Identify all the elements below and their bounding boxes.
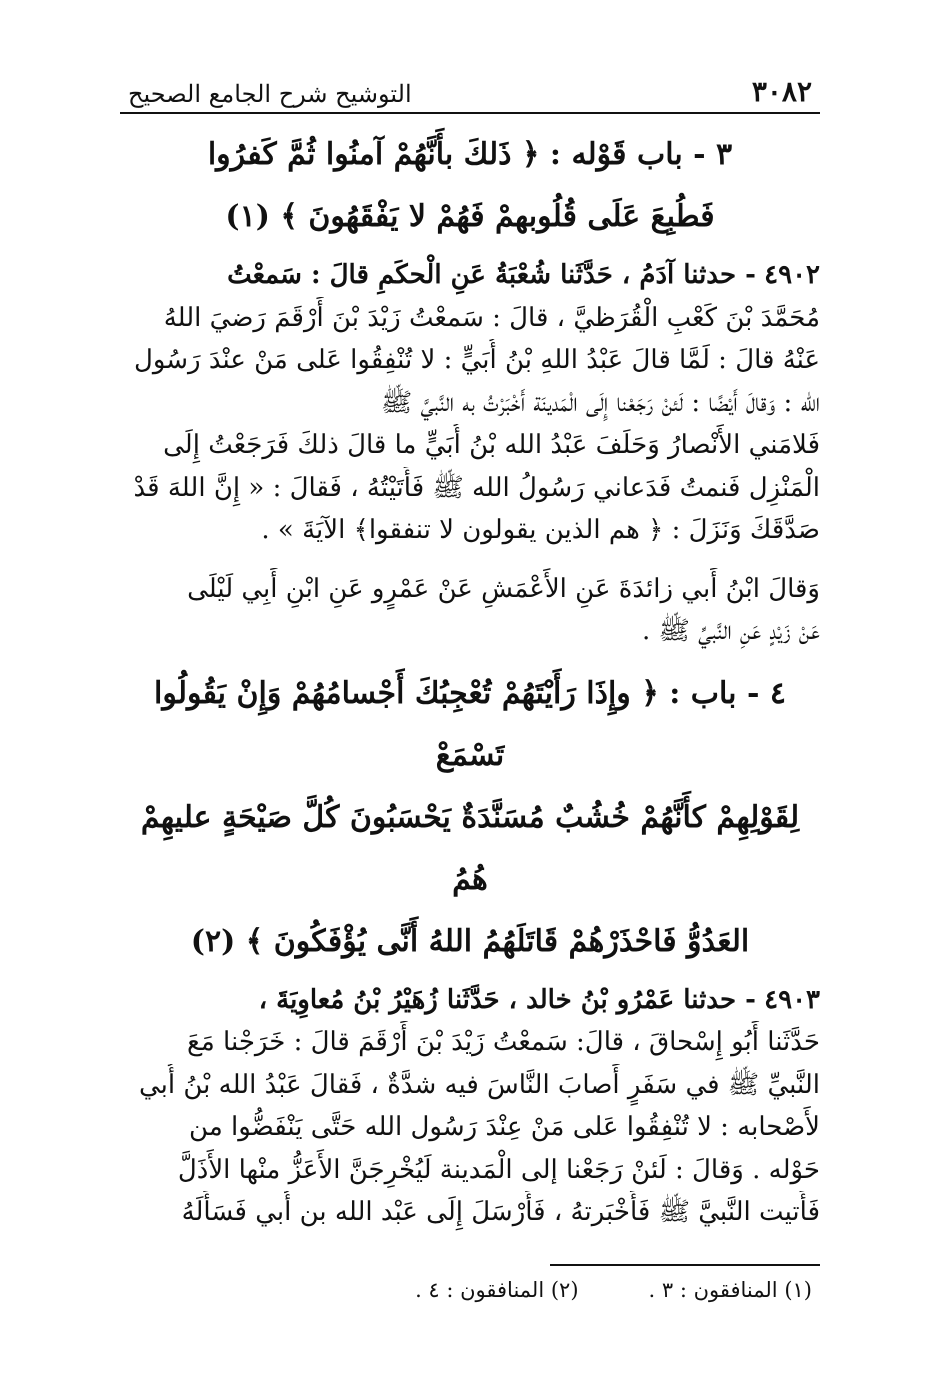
- text-line: الْمَنْزِل فَنمتُ فَدَعاني رَسُولُ الله ﷺ فَأَتَيْتُهُ ، فَقالَ : « إِنَّ اللهَ قَدْ: [133, 472, 820, 503]
- page-number: ٣٠٨٢: [751, 75, 812, 108]
- footnote-divider: [550, 1264, 820, 1266]
- text-line: ٤٩٠٢ - حدثنا آدَمُ ، حَدَّثَنا شُعْبَةُ عَنِ الْحكَمِ قالَ : سَمعْتُ: [227, 260, 820, 290]
- footnotes: [120, 1278, 820, 1302]
- text-line: فَلامَني الأَنْصارُ وَحَلَفَ عَبْدُ الله بْنُ أُبَيٍّ ما قالَ ذلكَ فَرَجَعْتُ إِلَى: [163, 430, 820, 460]
- chapter-heading-4: [120, 663, 820, 973]
- text-line: صَدَّقَكَ وَنَزَلَ : ﴿ هم الذين يقولون لا تنفقوا﴾ الآيَةَ » .: [261, 515, 820, 545]
- text-line: حَدَّثَنا أَبُو إِسْحاقَ ، قالَ: سَمعْتُ زَيْدَ بْنَ أَرْقَمَ قالَ : خَرَجْنا مَعَ: [187, 1027, 820, 1057]
- hadith-number: ٤٩٠٣: [764, 984, 820, 1015]
- book-title: التوشيح شرح الجامع الصحيح: [128, 80, 412, 108]
- text-line: مُحَمَّدَ بْنَ كَعْبِ الْقُرَظيَّ ، قالَ : سَمعْتُ زَيْدَ بْنَ أَرْقَمَ رَضيَ اللهُ: [163, 302, 820, 333]
- text-line: فَأَتيت النَّبيَّ ﷺ فَأَخْبَرتهُ ، فَأَرْسَلَ إِلَى عَبْد الله بن أُبي فَسَأَلَهُ: [181, 1197, 820, 1227]
- heading-line: فَطُبِعَ عَلَى قُلُوبهمْ فَهُمْ لا يَفْقَهُونَ ﴾ (١): [225, 199, 715, 234]
- text-line: النَّبيِّ ﷺ في سَفَرٍ أَصابَ النَّاسَ فيه شدَّةٌ ، فَقالَ عَبْدُ الله بْنُ أُبي: [138, 1069, 820, 1100]
- running-header: [120, 60, 820, 114]
- hadith-number: ٤٩٠٢: [764, 260, 820, 290]
- text-line: لأَصْحابه : لا تُنْفِقُوا عَلى مَنْ عِنْدَ رَسُول الله حَتَّى يَنْفَضُّوا من: [189, 1112, 820, 1142]
- hadith-4902: [120, 254, 820, 552]
- text-line: وَقالَ ابْنُ أَبي زائدَةَ عَنِ الأَعْمَشِ عَنْ عَمْرٍو عَنِ ابْنِ أَبِي لَيْلَى: [187, 573, 820, 604]
- hadith-4903: [120, 979, 820, 1234]
- text-line: حَوْله . وَقالَ : لَئنْ رَجَعْنا إلى الْمَدينة لَيُخْرِجَنَّ الأَعَزُّ منْها الأَذَلَّ: [177, 1154, 820, 1185]
- text-line: عَنْهُ قالَ : لَمَّا قالَ عَبْدُ اللهِ بْنُ أُبَيٍّ : لا تُنْفِقُوا عَلى مَنْ عنْدَ رَسُول: [133, 345, 820, 375]
- heading-line: لِقَوْلِهِمْ كأَنَّهُمْ خُشُبٌ مُسَنَّدَةٌ يَحْسَبُونَ كُلَّ صَيْحَةٍ عليهِمْ هُمُ: [140, 799, 800, 897]
- footnote-1: (١) المنافقون : ٣ .: [648, 1277, 812, 1302]
- footnote-2: (٢) المنافقون : ٤ .: [415, 1277, 579, 1302]
- text-line: الله : وَقالَ أَيْضًا : لَئنْ رَجَعْنا إِلَى الْمَدينَة أَخْبَرْتُ به النَّبيَّ ﷺ: [380, 387, 820, 418]
- heading-line: ٣ - باب قَوْله : ﴿ ذَلكَ بأَنَّهُمْ آمنُوا ثُمَّ كَفرُوا: [207, 137, 733, 172]
- heading-line: ٤ - باب : ﴿ وإِذَا رَأَيْتَهُمْ تُعْجِبُكَ أَجْسامُهُمْ وَإِنْ يَقُولُوا تَسْمَعْ: [154, 675, 786, 773]
- heading-line: العَدُوُّ فَاحْذَرْهُمْ قَاتَلَهُمُ اللهُ أَنَّى يُؤْفَكُونَ ﴾ (٢): [190, 923, 750, 959]
- text-line: عَنْ زَيْدٍ عَنِ النَّبيِّ ﷺ .: [641, 616, 820, 646]
- chapter-heading-3: [120, 124, 820, 248]
- text-line: ٤٩٠٣ - حدثنا عَمْرُو بْنُ خالد ، حَدَّثَنا زُهَيْرُ بْنُ مُعاوِيَةَ ،: [258, 984, 820, 1015]
- hadith-4902-note: [120, 568, 820, 653]
- book-page: [120, 60, 820, 1302]
